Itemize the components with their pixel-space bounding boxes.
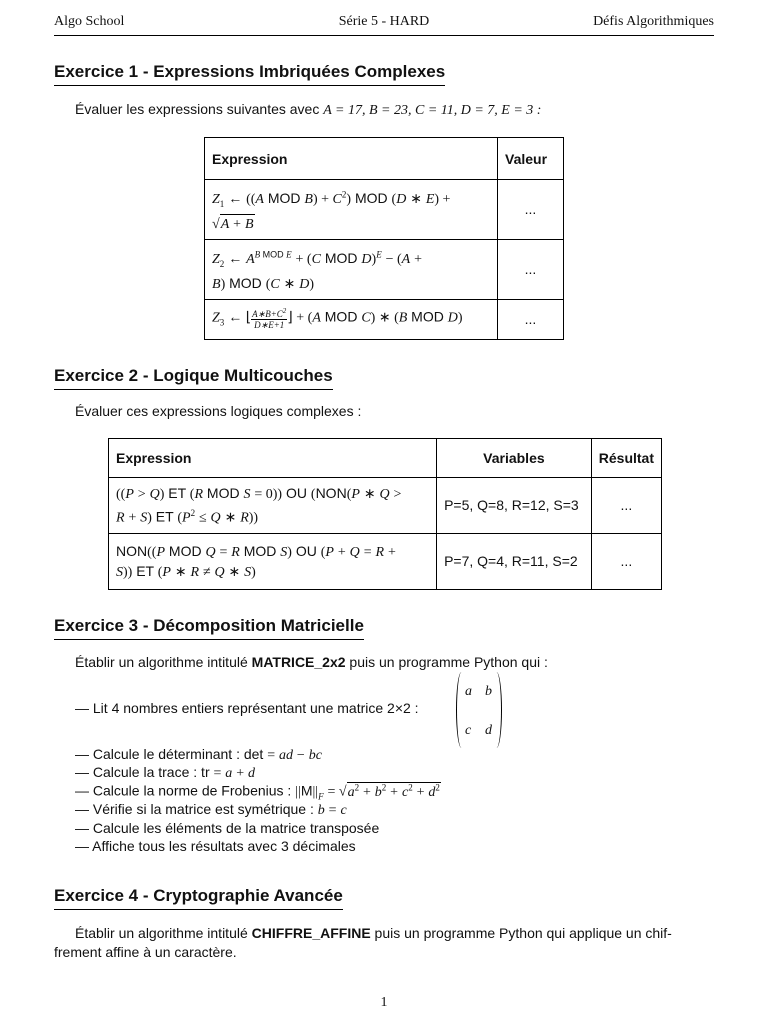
- ex2-table: [108, 438, 662, 590]
- header-right: Défis Algorithmiques: [593, 14, 714, 29]
- ex1-intro-text: Évaluer les expressions suivantes avec: [75, 101, 324, 117]
- expr-z1-line1: $Z_1$ ← ((A MOD $B) + C^2$) MOD (D ∗ E) +: [212, 189, 451, 209]
- col-expression: Expression: [109, 439, 437, 478]
- table-row: [205, 240, 564, 300]
- variables-1: P=5, Q=8, R=12, S=3: [437, 478, 592, 534]
- matrix-2x2: [456, 672, 502, 748]
- ex4-intro-post: puis un programme Python qui applique un chif-: [370, 925, 672, 941]
- list-item: — Affiche tous les résultats avec 3 décimales: [75, 838, 356, 854]
- table-row: [109, 534, 662, 590]
- col-variables: Variables: [437, 439, 592, 478]
- value-z3: ...: [498, 300, 564, 340]
- right-bracket: [491, 672, 502, 748]
- list-item: — Calcule les éléments de la matrice transposée: [75, 820, 380, 836]
- expr-z1-line2: √A + B: [212, 215, 255, 231]
- ex3-intro: [75, 654, 548, 670]
- matrix-b: b: [485, 684, 492, 699]
- table-row: [205, 180, 564, 240]
- expr-z2-line1: $Z_2$ ← $A^{B MOD E} + (C$ MOD D)$^E$ − (A +: [212, 249, 422, 269]
- ex1-intro: [75, 101, 541, 119]
- ex3-intro-post: puis un programme Python qui :: [345, 654, 548, 670]
- table-header-row: [205, 138, 564, 180]
- fraction: $\frac{A∗B+C^2}{D∗E+1}$: [252, 307, 287, 331]
- logic-expr-1: ((P > Q) ET (R MOD S = 0)) OU (NON(P ∗ Q > R + S) ET ($P^2 \le Q$ ∗ R)): [109, 478, 437, 534]
- expr-z2-line2: B) MOD (C ∗ D): [212, 274, 315, 292]
- table-row: [109, 478, 662, 534]
- list-item: — Vérifie si la matrice est symétrique : b = c: [75, 801, 347, 818]
- col-value: Valeur: [498, 138, 564, 180]
- matrix-a: a: [465, 684, 472, 699]
- matrix-d: d: [485, 723, 492, 738]
- ex2-title: Exercice 2 - Logique Multicouches: [54, 366, 333, 390]
- expr-z1: [205, 180, 498, 240]
- page-number: 1: [380, 995, 388, 1010]
- ex4-intro-line2: frement affine à un caractère.: [54, 944, 237, 960]
- table-header-row: [109, 439, 662, 478]
- header-rule: [54, 35, 714, 36]
- value-z2: ...: [498, 240, 564, 300]
- ex2-intro: Évaluer ces expressions logiques complexes :: [75, 403, 362, 419]
- list-item: — Calcule le déterminant : det = ad − bc: [75, 746, 322, 763]
- variables-2: P=7, Q=4, R=11, S=2: [437, 534, 592, 590]
- expr-z3: $Z_3$ ← ⌊ $\frac{A∗B+C^2}{D∗E+1}$ ⌋ + (A MOD C) ∗ (B MOD D): [205, 300, 498, 340]
- list-item: — Calcule la norme de Frobenius : $||M||_F = √a^2 + b^2 + c^2 + d^2$: [75, 782, 440, 802]
- ex1-title: Exercice 1 - Expressions Imbriquées Complexes: [54, 62, 445, 86]
- matrix-c: c: [465, 723, 472, 738]
- ex1-values: A = 17, B = 23, C = 11, D = 7, E = 3 :: [323, 103, 542, 118]
- algo-name: CHIFFRE_AFFINE: [251, 925, 371, 941]
- ex3-title: Exercice 3 - Décomposition Matricielle: [54, 616, 364, 640]
- ex3-intro-pre: Établir un algorithme intitulé: [75, 654, 252, 670]
- header-center: Série 5 - HARD: [338, 14, 430, 29]
- ex4-intro: [54, 924, 714, 962]
- ex1-table: [204, 137, 564, 340]
- header-left: Algo School: [54, 14, 125, 29]
- ex4-title: Exercice 4 - Cryptographie Avancée: [54, 886, 343, 910]
- expr-z2: [205, 240, 498, 300]
- algo-name: MATRICE_2x2: [251, 654, 346, 670]
- col-result: Résultat: [591, 439, 661, 478]
- table-row: [205, 300, 564, 340]
- list-item: — Lit 4 nombres entiers représentant une matrice 2×2 :: [75, 700, 419, 716]
- result-1: ...: [591, 478, 661, 534]
- result-2: ...: [591, 534, 661, 590]
- logic-expr-2: NON((P MOD Q = R MOD S) OU (P + Q = R + S)) ET (P ∗ R ≠ Q ∗ S): [109, 534, 437, 590]
- col-expression: Expression: [205, 138, 498, 180]
- value-z1: ...: [498, 180, 564, 240]
- page-header: [54, 14, 714, 34]
- list-item: — Calcule la trace : tr = a + d: [75, 764, 255, 781]
- ex4-intro-pre: Établir un algorithme intitulé: [75, 925, 252, 941]
